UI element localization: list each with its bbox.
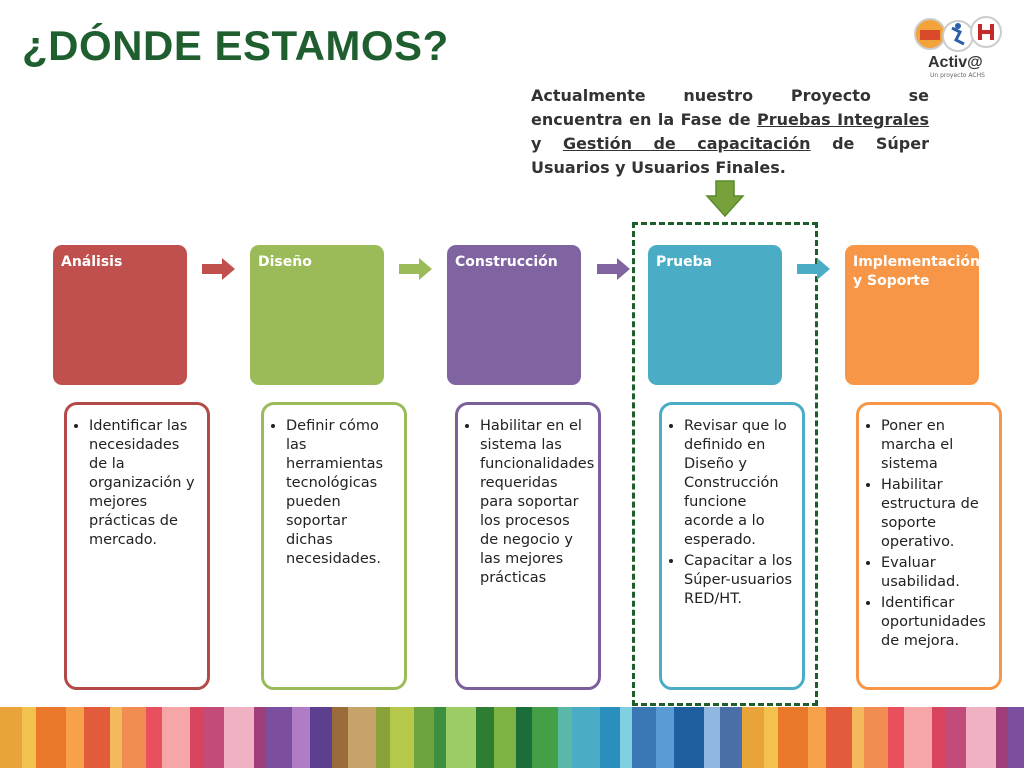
stripe (966, 707, 996, 768)
stripe (434, 707, 446, 768)
phase-description-0 (64, 402, 210, 690)
stripe (996, 707, 1008, 768)
stripe (852, 707, 864, 768)
phase-description-3 (659, 402, 805, 690)
stripe (376, 707, 390, 768)
stripe (516, 707, 532, 768)
phase-description-1 (261, 402, 407, 690)
stripe (932, 707, 946, 768)
intro-link-capacitacion: Gestión de capacitación (562, 134, 811, 153)
stripe (656, 707, 674, 768)
decorative-stripe-band (0, 707, 1024, 768)
stripe (778, 707, 808, 768)
stripe (332, 707, 348, 768)
stripe (764, 707, 778, 768)
phase-box-2: Construcción (447, 245, 581, 385)
stripe (742, 707, 764, 768)
stripe (122, 707, 146, 768)
phase-bullet-item: • Poner en marcha el sistema (881, 417, 993, 474)
stripe (146, 707, 162, 768)
stripe (888, 707, 904, 768)
stripe (558, 707, 572, 768)
stripe (22, 707, 36, 768)
down-arrow-icon (705, 180, 745, 218)
stripe (476, 707, 494, 768)
phase-box-4: Implementación y Soporte (845, 245, 979, 385)
stripe (446, 707, 476, 768)
intro-paragraph (531, 84, 929, 180)
stripe (84, 707, 110, 768)
phase-bullet-item: • Identificar oportunidades de mejora. (881, 594, 993, 651)
intro-text-1: Actualmente nuestro Proyecto se encuentra en la Fase de (531, 86, 929, 129)
stripe (826, 707, 852, 768)
phase-box-3: Prueba (648, 245, 782, 385)
stripe (904, 707, 932, 768)
phase-bullet-list (75, 417, 201, 550)
stripe (266, 707, 292, 768)
stripe (632, 707, 656, 768)
stripe (572, 707, 600, 768)
stripe (190, 707, 204, 768)
stripe (414, 707, 434, 768)
stripe (704, 707, 720, 768)
stripe (808, 707, 826, 768)
activa-logo (908, 14, 1012, 84)
phase-box-1: Diseño (250, 245, 384, 385)
stripe (110, 707, 122, 768)
intro-link-pruebas: Pruebas Integrales (757, 110, 929, 129)
phase-bullet-list (466, 417, 595, 588)
stripe (864, 707, 888, 768)
logo-text: Activ@ (928, 54, 983, 71)
phase-bullet-item: • Revisar que lo definido en Diseño y Construcción funcione acorde a lo esperado. (684, 417, 796, 550)
phase-bullet-list (670, 417, 796, 609)
phase-bullet-item: • Habilitar estructura de soporte operativo. (881, 476, 993, 552)
flow-arrow-icon (202, 258, 236, 280)
stripe (348, 707, 376, 768)
stripe (162, 707, 190, 768)
flow-arrow-icon (797, 258, 831, 280)
phase-bullet-item: • Habilitar en el sistema las funcionalidades requeridas para soportar los procesos de negocio y las mejores prácticas (480, 417, 592, 588)
stripe (600, 707, 620, 768)
stripe (620, 707, 632, 768)
page-title: ¿DÓNDE ESTAMOS? (22, 22, 449, 69)
stripe (674, 707, 704, 768)
stripe (224, 707, 254, 768)
phase-description-2 (455, 402, 601, 690)
phase-bullet-item: • Definir cómo las herramientas tecnológicas pueden soportar dichas necesidades. (286, 417, 398, 569)
phase-box-0: Análisis (53, 245, 187, 385)
stripe (0, 707, 22, 768)
stripe (310, 707, 332, 768)
stripe (204, 707, 224, 768)
phase-bullet-item: • Evaluar usabilidad. (881, 554, 993, 592)
stripe (390, 707, 414, 768)
stripe (532, 707, 558, 768)
stripe (254, 707, 266, 768)
flow-arrow-icon (597, 258, 631, 280)
intro-text-2: y (531, 134, 563, 153)
phase-bullet-item: • Capacitar a los Súper-usuarios RED/HT. (684, 552, 796, 609)
stripe (66, 707, 84, 768)
flow-arrow-icon (399, 258, 433, 280)
logo-subtext: Un proyecto ACHS (930, 72, 985, 79)
stripe (292, 707, 310, 768)
intro-text-3: de Súper Usuarios y Usuarios Finales. (531, 134, 930, 177)
phase-bullet-list (272, 417, 398, 569)
stripe (36, 707, 66, 768)
phase-bullet-list (867, 417, 993, 651)
stripe (720, 707, 742, 768)
phase-bullet-item: • Identificar las necesidades de la organización y mejores prácticas de mercado. (89, 417, 201, 550)
stripe (494, 707, 516, 768)
phase-description-4 (856, 402, 1002, 690)
stripe (1008, 707, 1024, 768)
stripe (946, 707, 966, 768)
